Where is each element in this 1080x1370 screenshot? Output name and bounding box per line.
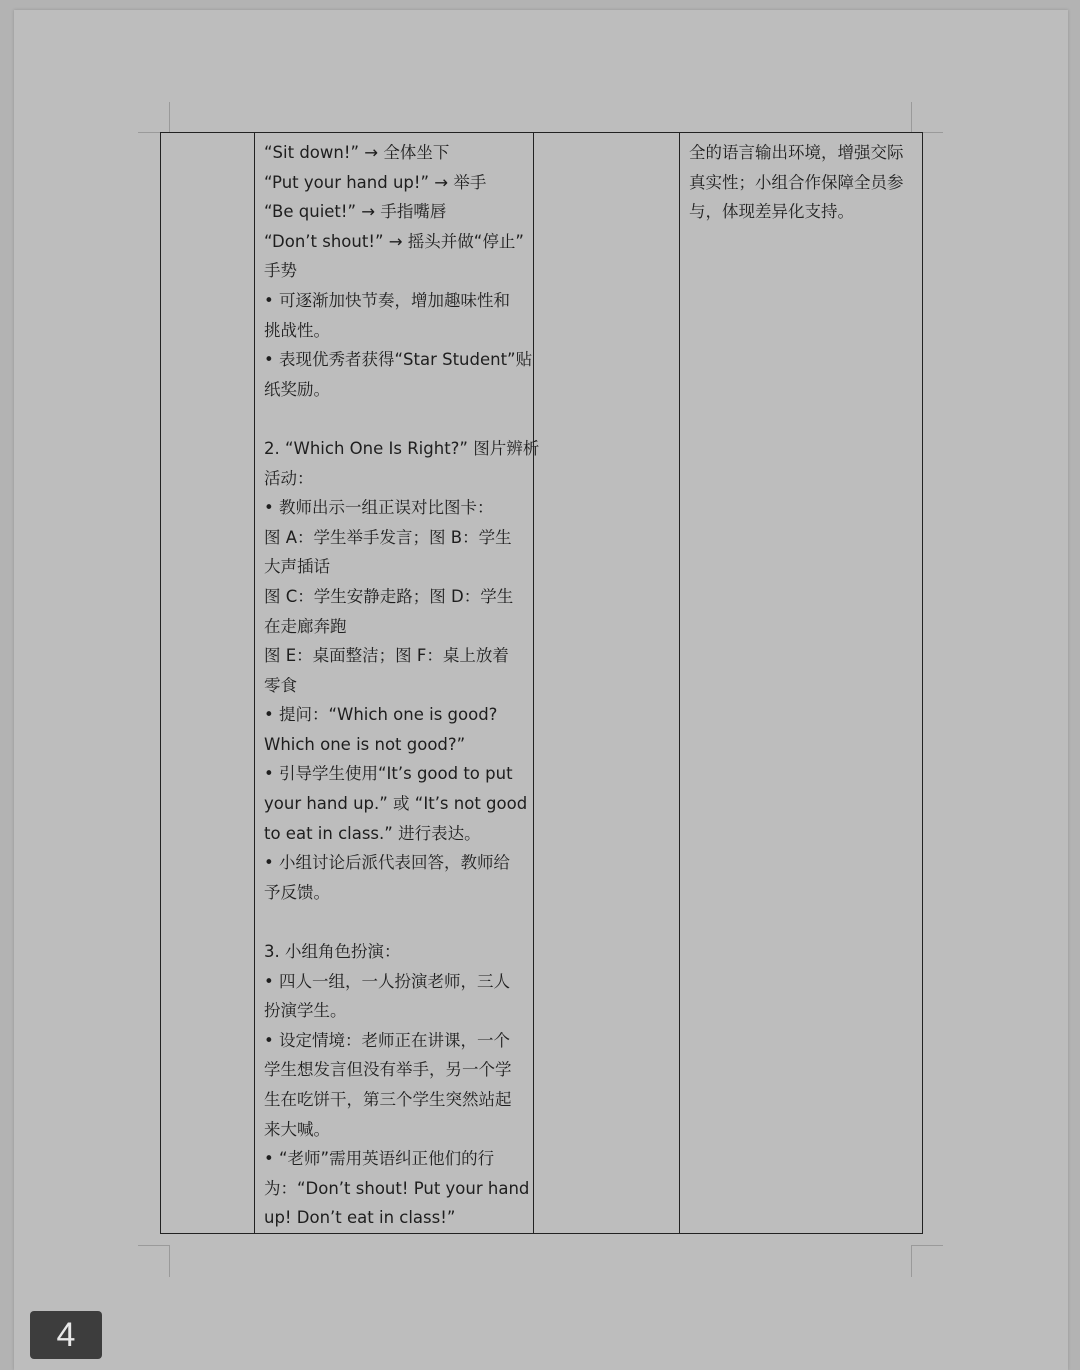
text-line: 在走廊奔跑 bbox=[264, 616, 347, 636]
margin-corner-bottom-right bbox=[911, 1245, 943, 1277]
text-line: 学生想发言但没有举手，另一个学 bbox=[264, 1060, 512, 1080]
text-line: • 表现优秀者获得“Star Student”贴 bbox=[264, 350, 533, 370]
text-line: • 提问：“Which one is good? bbox=[264, 705, 498, 725]
activities-text bbox=[264, 138, 540, 1233]
margin-corner-top-left bbox=[138, 102, 170, 133]
table-cell-1 bbox=[161, 133, 255, 1234]
text-line: your hand up.” 或 “It’s not good bbox=[264, 794, 528, 814]
text-line: 真实性；小组合作保障全员参 bbox=[689, 172, 904, 192]
text-line: 与，体现差异化支持。 bbox=[689, 202, 854, 222]
text-line: “Sit down!” → 全体坐下 bbox=[264, 143, 450, 162]
text-line: 纸奖励。 bbox=[264, 379, 330, 399]
table-cell-3 bbox=[534, 133, 680, 1234]
text-line: up! Don’t eat in class!” bbox=[264, 1208, 456, 1228]
table-cell-design-intent bbox=[680, 133, 923, 1234]
text-line: “Be quiet!” → 手指嘴唇 bbox=[264, 202, 447, 222]
text-line bbox=[264, 907, 525, 937]
text-line: 为：“Don’t shout! Put your hand bbox=[264, 1178, 530, 1198]
text-line: • 小组讨论后派代表回答，教师给 bbox=[264, 853, 510, 873]
text-line: 零食 bbox=[264, 675, 297, 695]
text-line: 图 E：桌面整洁；图 F：桌上放着 bbox=[264, 646, 509, 666]
text-line: • 设定情境：老师正在讲课，一个 bbox=[264, 1030, 510, 1050]
text-line: • 引导学生使用“It’s good to put bbox=[264, 764, 513, 784]
text-line: 手势 bbox=[264, 261, 297, 281]
text-line: • 四人一组，一人扮演老师，三人 bbox=[264, 971, 510, 991]
text-line: to eat in class.” 进行表达。 bbox=[264, 823, 481, 843]
text-line: 图 C：学生安静走路；图 D：学生 bbox=[264, 586, 514, 606]
text-line: 活动： bbox=[264, 468, 314, 488]
text-line: 2. “Which One Is Right?” 图片辨析 bbox=[264, 438, 540, 458]
table-cell-activities bbox=[255, 133, 540, 1234]
text-line: 图 A：学生举手发言；图 B：学生 bbox=[264, 527, 512, 547]
text-line: “Don’t shout!” → 摇头并做“停止” bbox=[264, 231, 524, 251]
text-line: 来大喊。 bbox=[264, 1119, 330, 1139]
text-line: 挑战性。 bbox=[264, 320, 330, 340]
text-line: 大声插话 bbox=[264, 557, 330, 577]
text-line: • “老师”需用英语纠正他们的行 bbox=[264, 1149, 495, 1169]
lesson-plan-table bbox=[160, 132, 923, 1234]
text-line: Which one is not good?” bbox=[264, 734, 466, 754]
text-line bbox=[264, 404, 525, 434]
margin-corner-top-right bbox=[911, 102, 943, 133]
margin-corner-bottom-left bbox=[138, 1245, 170, 1277]
text-line: “Put your hand up!” → 举手 bbox=[264, 172, 487, 192]
table-row bbox=[161, 133, 923, 1234]
text-line: 3. 小组角色扮演： bbox=[264, 942, 401, 962]
text-line: • 可逐渐加快节奏，增加趣味性和 bbox=[264, 290, 510, 310]
text-line: 扮演学生。 bbox=[264, 1001, 347, 1021]
page-number-badge: 4 bbox=[30, 1311, 102, 1359]
text-line: 全的语言输出环境，增强交际 bbox=[689, 143, 904, 162]
design-intent-text bbox=[689, 138, 914, 227]
text-line: • 教师出示一组正误对比图卡： bbox=[264, 498, 494, 518]
text-line: 予反馈。 bbox=[264, 882, 330, 902]
text-line: 生在吃饼干，第三个学生突然站起 bbox=[264, 1090, 512, 1109]
